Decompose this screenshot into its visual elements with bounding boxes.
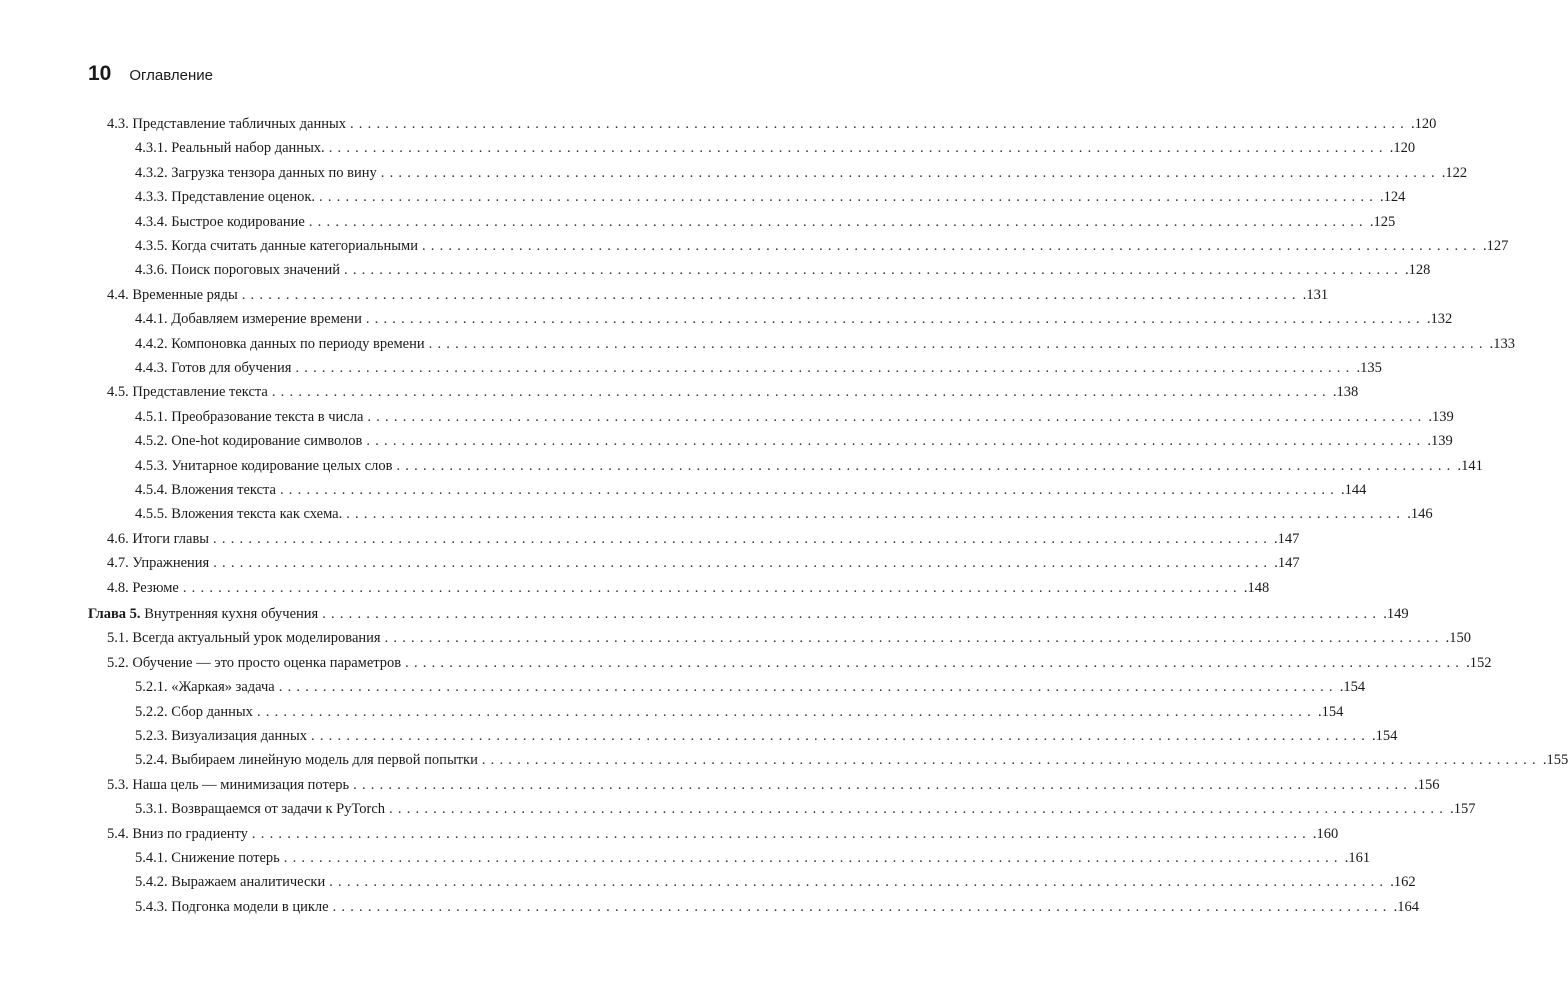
toc-entry-page-number: .131	[1302, 286, 1329, 303]
dot-leader: ........................................................................................................................	[367, 408, 1427, 425]
toc-entry-title: Представление табличных данных	[132, 116, 346, 132]
dot-leader: ........................................................................................................................	[421, 238, 1481, 254]
toc-entry-page-number: .154	[1339, 679, 1366, 696]
toc-entry[interactable]	[135, 506, 1433, 526]
toc-entry-page-number: .120	[1389, 140, 1416, 157]
dot-leader: ........................................................................................................................	[279, 482, 1339, 498]
toc-entry-number: 5.4.1.	[135, 850, 172, 866]
dot-leader: ........................................................................................................................	[213, 555, 1273, 572]
dot-leader: ........................................................................................................................	[344, 262, 1403, 279]
toc-entry-page-number: .135	[1356, 360, 1382, 376]
toc-entry[interactable]	[107, 555, 1300, 575]
toc-entry[interactable]	[135, 433, 1453, 453]
toc-entry-title: Резюме	[132, 579, 179, 596]
toc-entry[interactable]	[135, 850, 1371, 870]
toc-entry-page-number: .139	[1427, 433, 1453, 450]
toc-entry-page-number: .160	[1312, 825, 1339, 842]
toc-entry-page-number: .127	[1482, 238, 1509, 254]
toc-entry-title: Внутренняя кухня обучения	[144, 606, 319, 622]
running-title: Оглавление	[129, 67, 213, 84]
toc-entry-title: Выражаем аналитически	[171, 874, 326, 891]
toc-entry-page-number: .164	[1393, 898, 1419, 915]
toc-entry-page-number: .132	[1426, 311, 1453, 328]
toc-entry-page-number: .141	[1457, 457, 1483, 474]
toc-entry-page-number: .128	[1405, 262, 1431, 279]
toc-entry-number: 4.6.	[107, 530, 133, 547]
dot-leader: ........................................................................................................................	[481, 752, 1541, 769]
toc-entry-title: Обучение — это просто оценка параметров	[132, 654, 402, 671]
toc-entry-page-number: .147	[1274, 555, 1300, 572]
toc-entry[interactable]	[135, 898, 1419, 919]
toc-entry-number: 5.2.	[107, 654, 133, 671]
toc-entry-number: 5.3.1.	[135, 801, 172, 818]
toc-entry-title: Итоги главы	[132, 530, 210, 547]
toc-entry-number: 4.3.5.	[135, 238, 172, 254]
toc-entry[interactable]	[135, 752, 1568, 772]
dot-leader: ........................................................................................................................	[332, 898, 1392, 915]
toc-entry-number: 4.7.	[107, 555, 133, 572]
toc-entry-number: 5.1.	[107, 630, 133, 647]
toc-entry-page-number: .124	[1380, 189, 1406, 206]
toc-entry[interactable]	[135, 482, 1367, 502]
dot-leader: ........................................................................................................................	[389, 801, 1449, 818]
toc-entry-number: 4.5.1.	[135, 408, 172, 425]
toc-entry[interactable]	[107, 116, 1437, 136]
toc-entry-number: Глава 5.	[88, 606, 145, 622]
toc-entry-title: Реальный набор данных.	[171, 140, 325, 157]
dot-leader: ........................................................................................................................	[346, 506, 1406, 523]
toc-entry[interactable]	[135, 703, 1344, 724]
dot-leader: ........................................................................................................................	[428, 335, 1488, 352]
toc-entry-page-number: .138	[1332, 384, 1359, 401]
toc-entry-number: 4.3.	[107, 116, 133, 132]
toc-entry-number: 5.2.4.	[135, 752, 172, 769]
toc-entry-number: 4.3.1.	[135, 140, 172, 157]
toc-entry-title: Возвращаемся от задачи к PyTorch	[171, 801, 386, 818]
dot-leader: ........................................................................................................................	[319, 189, 1379, 206]
toc-entry[interactable]	[107, 630, 1471, 650]
toc-entry-number: 4.5.5.	[135, 506, 172, 523]
toc-entry-number: 5.4.2.	[135, 874, 172, 891]
dot-leader: ........................................................................................................................	[349, 116, 1409, 132]
toc-entry-title: Наша цель — минимизация потерь	[132, 776, 350, 793]
page-number: 10	[88, 62, 112, 85]
toc-entry-title: Упражнения	[132, 555, 210, 572]
toc-entry-page-number: .162	[1390, 874, 1416, 891]
toc-entry-page-number: .156	[1414, 776, 1440, 793]
toc-entry-page-number: .155	[1542, 752, 1568, 769]
toc-entry[interactable]	[135, 213, 1396, 234]
toc-entry-title: One-hot кодирование символов	[171, 433, 363, 450]
toc-entry-page-number: .161	[1344, 850, 1371, 866]
toc-entry-page-number: .120	[1410, 116, 1437, 132]
toc-entry[interactable]	[135, 311, 1453, 331]
toc-entry[interactable]	[135, 335, 1516, 356]
toc-entry[interactable]	[135, 408, 1454, 429]
toc-entry-title: Сбор данных	[171, 703, 253, 720]
dot-leader: ........................................................................................................................	[353, 776, 1413, 793]
toc-entry-number: 5.2.3.	[135, 728, 172, 744]
dot-leader: ........................................................................................................................	[329, 874, 1389, 891]
toc-entry[interactable]	[135, 360, 1382, 380]
dot-leader: ........................................................................................................................	[182, 579, 1242, 596]
dot-leader: ........................................................................................................................	[380, 164, 1440, 181]
toc-entry-page-number: .133	[1489, 335, 1516, 352]
toc-entry[interactable]	[107, 530, 1300, 551]
toc-entry-number: 4.3.6.	[135, 262, 172, 279]
toc-entry-title: «Жаркая» задача	[171, 679, 275, 696]
toc-entry-number: 5.2.1.	[135, 679, 172, 696]
dot-leader: ........................................................................................................................	[322, 606, 1382, 622]
dot-leader: ........................................................................................................................	[251, 825, 1311, 842]
toc-entry-page-number: .125	[1369, 213, 1396, 230]
toc-entry-number: 4.4.	[107, 286, 133, 303]
toc-entry-page-number: .139	[1428, 408, 1454, 425]
toc-entry-title: Загрузка тензора данных по вину	[171, 164, 377, 181]
toc-entry-page-number: .152	[1466, 654, 1492, 671]
toc-entry-title: Преобразование текста в числа	[171, 408, 364, 425]
dot-leader: ........................................................................................................................	[366, 433, 1426, 450]
toc-entry-number: 5.4.3.	[135, 898, 172, 915]
toc-entry[interactable]	[135, 164, 1468, 185]
toc-entry-number: 4.5.4.	[135, 482, 172, 498]
toc-entry-number: 4.3.4.	[135, 213, 172, 230]
toc-chapter-entry[interactable]	[88, 606, 1409, 626]
toc-entry[interactable]	[135, 189, 1406, 209]
toc-entry-number: 4.5.2.	[135, 433, 172, 450]
toc-entry-page-number: .157	[1450, 801, 1476, 818]
toc-entry-number: 5.3.	[107, 776, 133, 793]
toc-entry[interactable]	[135, 457, 1483, 478]
toc-entry-title: Временные ряды	[132, 286, 238, 303]
toc-entry-page-number: .154	[1372, 728, 1398, 744]
toc-entry-title: Поиск пороговых значений	[171, 262, 340, 279]
dot-leader: ........................................................................................................................	[308, 213, 1368, 230]
dot-leader: ........................................................................................................................	[271, 384, 1331, 401]
dot-leader: ........................................................................................................................	[311, 728, 1371, 744]
toc-entry[interactable]	[135, 801, 1476, 821]
dot-leader: ........................................................................................................................	[396, 457, 1456, 474]
dot-leader: ........................................................................................................................	[405, 654, 1465, 671]
toc-entry[interactable]	[107, 654, 1492, 675]
toc-entry-title: Когда считать данные категориальными	[171, 238, 418, 254]
toc-entry[interactable]	[107, 579, 1270, 600]
toc-entry-page-number: .149	[1383, 606, 1409, 622]
toc-entry-title: Представление текста	[132, 384, 268, 401]
toc-entry-number: 4.5.3.	[135, 457, 172, 474]
toc-entry[interactable]	[135, 238, 1509, 258]
toc-entry-title: Вложения текста как схема.	[171, 506, 343, 523]
dot-leader: ........................................................................................................................	[213, 530, 1273, 547]
toc-entry[interactable]	[135, 262, 1431, 282]
toc-entry-number: 5.4.	[107, 825, 133, 842]
toc-entry[interactable]	[107, 825, 1339, 846]
toc-entry-title: Быстрое кодирование	[171, 213, 305, 230]
dot-leader: ........................................................................................................................	[384, 630, 1444, 647]
toc-entry[interactable]	[135, 140, 1416, 160]
toc-entry-page-number: .148	[1243, 579, 1270, 596]
dot-leader: ........................................................................................................................	[283, 850, 1343, 866]
toc-entry-title: Унитарное кодирование целых слов	[171, 457, 393, 474]
toc-entry[interactable]	[135, 874, 1416, 894]
toc-entry-number: 4.4.3.	[135, 360, 172, 376]
toc-entry-number: 4.4.2.	[135, 335, 172, 352]
toc-entry-page-number: .147	[1274, 530, 1300, 547]
toc-entry-title: Визуализация данных	[171, 728, 308, 744]
toc-entry[interactable]	[107, 384, 1359, 404]
toc-entry-number: 4.3.3.	[135, 189, 172, 206]
toc-entry-title: Всегда актуальный урок моделирования	[132, 630, 381, 647]
toc-entry-page-number: .154	[1317, 703, 1344, 720]
dot-leader: ........................................................................................................................	[328, 140, 1388, 157]
toc-entry-title: Вниз по градиенту	[132, 825, 248, 842]
toc-entry[interactable]	[107, 286, 1329, 307]
dot-leader: ........................................................................................................................	[365, 311, 1425, 328]
toc-entry-page-number: .146	[1407, 506, 1433, 523]
toc-entry-title: Готов для обучения	[171, 360, 292, 376]
toc-entry[interactable]	[107, 776, 1440, 797]
toc-entry-title: Вложения текста	[171, 482, 276, 498]
toc-entry-number: 4.4.1.	[135, 311, 172, 328]
toc-entry-page-number: .150	[1445, 630, 1471, 647]
dot-leader: ........................................................................................................................	[295, 360, 1355, 376]
toc-entry-number: 4.8.	[107, 579, 133, 596]
toc-entry-title: Снижение потерь	[171, 850, 280, 866]
toc-entry-title: Добавляем измерение времени	[171, 311, 362, 328]
toc-entry-number: 5.2.2.	[135, 703, 172, 720]
dot-leader: ........................................................................................................................	[256, 703, 1316, 720]
toc-entry-number: 4.5.	[107, 384, 133, 401]
dot-leader: ........................................................................................................................	[241, 286, 1301, 303]
dot-leader: ........................................................................................................................	[278, 679, 1338, 696]
toc-entry-title: Подгонка модели в цикле	[171, 898, 329, 915]
toc-entry-page-number: .144	[1340, 482, 1367, 498]
toc-entry[interactable]	[135, 679, 1366, 699]
toc-entry-page-number: .122	[1441, 164, 1468, 181]
toc-entry-title: Компоновка данных по периоду времени	[171, 335, 425, 352]
toc-entry-title: Представление оценок.	[171, 189, 316, 206]
toc-entry[interactable]	[135, 728, 1398, 748]
toc-entry-number: 4.3.2.	[135, 164, 172, 181]
toc-entry-title: Выбираем линейную модель для первой попытки	[171, 752, 478, 769]
